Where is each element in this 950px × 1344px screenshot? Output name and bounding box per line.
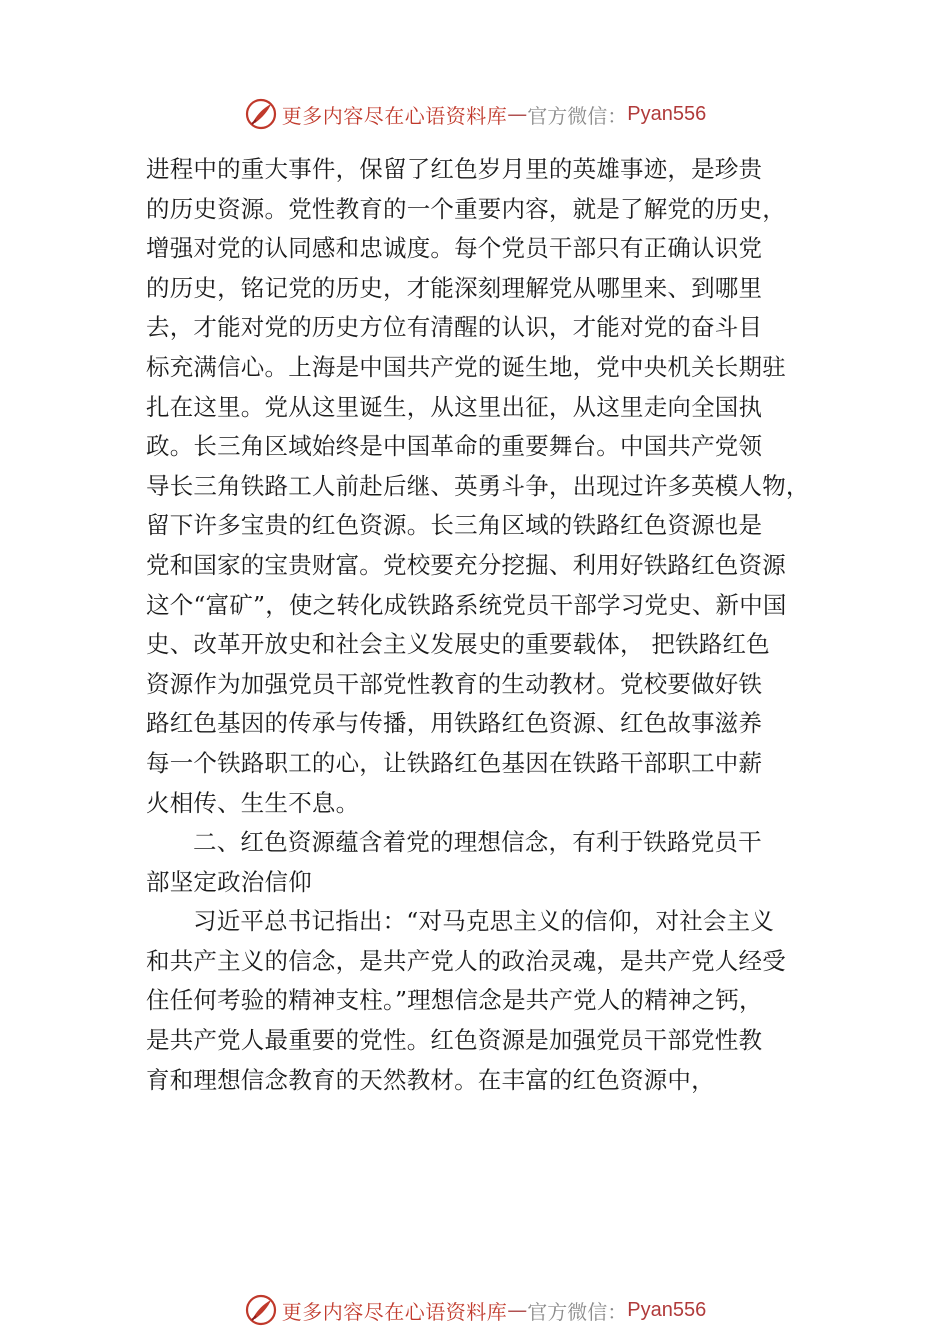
body-line: 的历史资源。党性教育的一个重要内容，就是了解党的历史， — [146, 194, 786, 223]
section-heading-line: 二、红色资源蕴含着党的理想信念，有利于铁路党员干 — [193, 828, 762, 857]
header-dash: — — [507, 102, 528, 126]
body-line: 路红色基因的传承与传播，用铁路红色资源、红色故事滋养 — [146, 709, 763, 738]
body-line: 火相传、生生不息。 — [146, 788, 360, 817]
footer-wechat-label: 官方微信： — [527, 1299, 628, 1324]
body-line: 每一个铁路职工的心，让铁路红色基因在铁路干部职工中薪 — [146, 748, 763, 777]
header-wechat-label: 官方微信： — [527, 103, 628, 128]
body-line: 标充满信心。上海是中国共产党的诞生地，党中央机关长期驻 — [146, 352, 786, 381]
body-line: 和共产主义的信念，是共产党人的政治灵魂，是共产党人经受 — [146, 946, 786, 975]
footer-dash: — — [507, 1298, 528, 1322]
body-line: 史、改革开放史和社会主义发展史的重要载体， 把铁路红色 — [146, 630, 770, 659]
body-line: 党和国家的宝贵财富。党校要充分挖掘、利用好铁路红色资源 — [146, 550, 786, 579]
body-line: 进程中的重大事件，保留了红色岁月里的英雄事迹，是珍贵 — [146, 155, 763, 183]
document-body — [146, 150, 836, 1100]
quill-pen-icon — [244, 97, 278, 131]
body-line: 资源作为加强党员干部党性教育的生动教材。党校要做好铁 — [146, 669, 763, 698]
footer-banner — [0, 1290, 950, 1330]
header-brand-text: 更多内容尽在心语资料库 — [281, 103, 508, 128]
body-line: 政。长三角区域始终是中国革命的重要舞台。中国共产党领 — [146, 432, 763, 461]
quill-pen-icon — [244, 1293, 278, 1327]
body-line: 这个“富矿”，使之转化成铁路系统党员干部学习党史、新中国 — [146, 590, 787, 619]
body-line: 去，才能对党的历史方位有清醒的认识，才能对党的奋斗目 — [146, 313, 763, 342]
body-line: 习近平总书记指出：“对马克思主义的信仰，对社会主义 — [193, 907, 775, 936]
body-line: 导长三角铁路工人前赴后继、英勇斗争，出现过许多英模人物， — [146, 471, 810, 500]
body-line: 的历史，铭记党的历史，才能深刻理解党从哪里来、到哪里 — [146, 273, 763, 302]
footer-wechat-id: Pyan556 — [627, 1298, 707, 1321]
header-wechat-id: Pyan556 — [627, 102, 707, 125]
body-line: 扎在这里。党从这里诞生，从这里出征，从这里走向全国执 — [146, 392, 763, 421]
body-line: 育和理想信念教育的天然教材。在丰富的红色资源中， — [146, 1065, 715, 1094]
footer-brand-text: 更多内容尽在心语资料库 — [281, 1299, 508, 1324]
body-line: 是共产党人最重要的党性。红色资源是加强党员干部党性教 — [146, 1026, 763, 1055]
body-line: 增强对党的认同感和忠诚度。每个党员干部只有正确认识党 — [146, 234, 763, 263]
body-line: 住任何考验的精神支柱。”理想信念是共产党人的精神之钙， — [146, 986, 763, 1015]
body-line: 留下许多宝贵的红色资源。长三角区域的铁路红色资源也是 — [146, 511, 763, 540]
header-banner — [0, 94, 950, 134]
section-heading-line: 部坚定政治信仰 — [146, 867, 312, 896]
